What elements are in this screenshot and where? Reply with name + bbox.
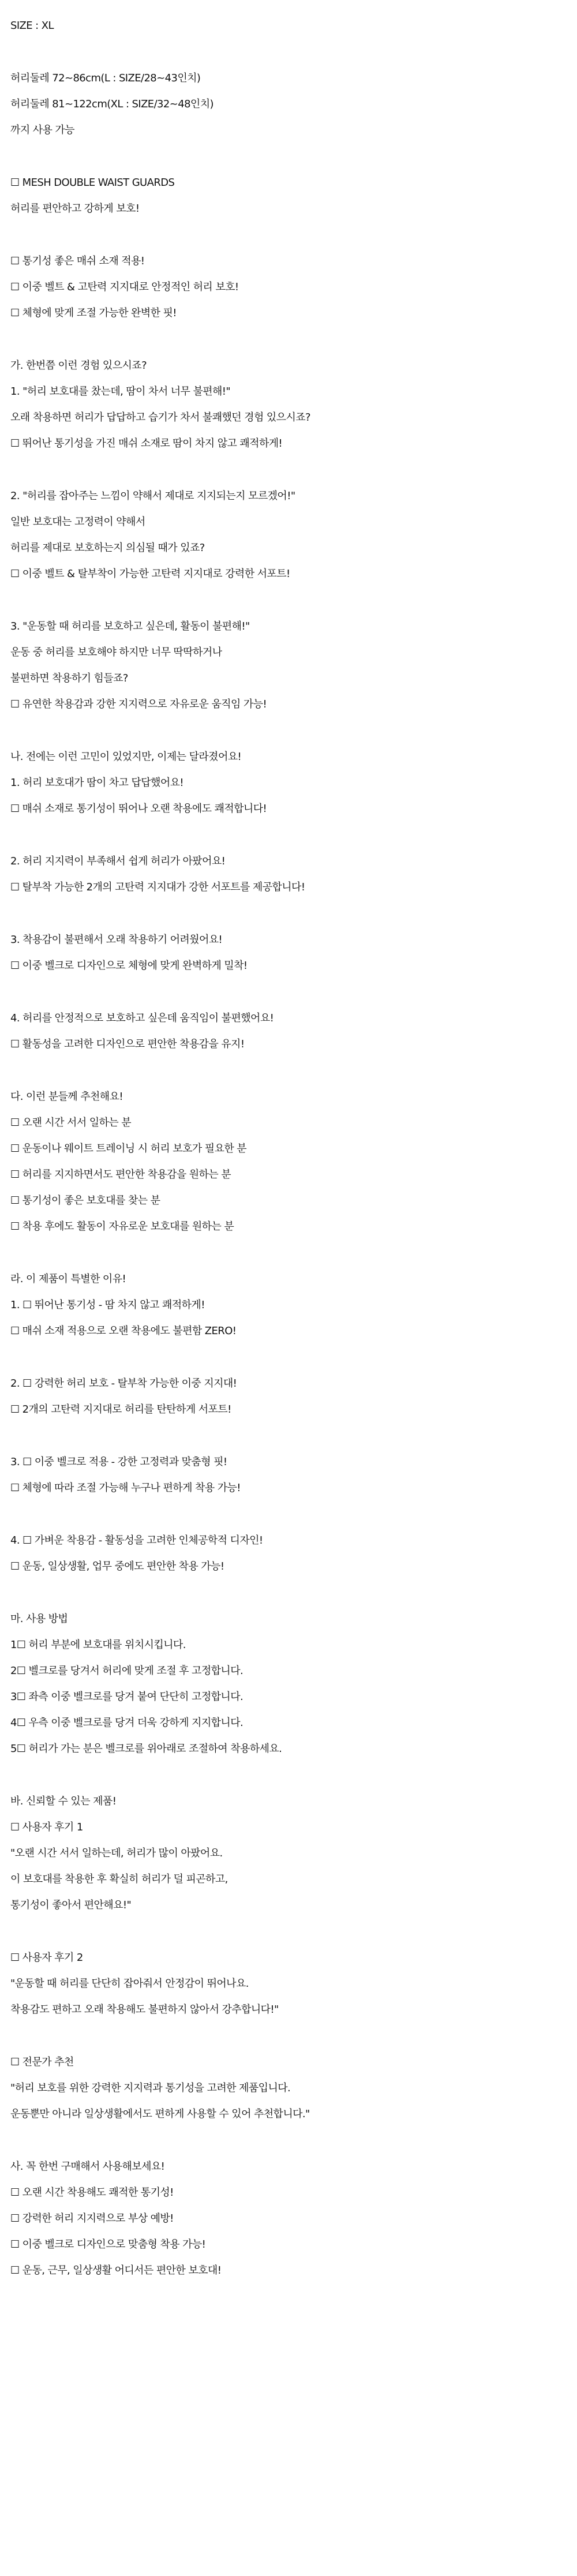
text-line: 통기성이 좋아서 편안해요!" — [10, 1899, 132, 1911]
blank-spacer — [10, 1501, 577, 1527]
blank-spacer — [10, 222, 577, 248]
text-line: 2. ☐ 강력한 허리 보호 - 탈부착 가능한 이중 지지대! — [10, 1377, 237, 1390]
text-line: 5☐ 허리가 가는 분은 벨크로를 위아래로 조절하여 착용하세요. — [10, 1743, 282, 1755]
text-line: ☐ 유연한 착용감과 강한 지지력으로 자유로운 움직임 가능! — [10, 698, 267, 710]
text-line: ☐ 통기성이 좋은 보호대를 찾는 분 — [10, 1195, 160, 1207]
text-line: 마. 사용 방법 — [10, 1613, 68, 1625]
text-line: ☐ 탈부착 가능한 2개의 고탄력 지지대가 강한 서포트를 제공합니다! — [10, 881, 305, 893]
text-line: 까지 사용 가능 — [10, 124, 74, 136]
text-line: 4☐ 우측 이중 벨크로를 당겨 더욱 강하게 지지합니다. — [10, 1717, 243, 1729]
text-line: 나. 전에는 이런 고민이 있었지만, 이제는 달라졌어요! — [10, 751, 242, 763]
text-line: 다. 이런 분들께 추천해요! — [10, 1091, 123, 1103]
text-line: ☐ 허리를 지지하면서도 편안한 착용감을 원하는 분 — [10, 1169, 231, 1181]
blank-spacer — [10, 1762, 577, 1788]
text-line: "오랜 시간 서서 일하는데, 허리가 많이 아팠어요. — [10, 1847, 223, 1859]
text-line: ☐ 운동이나 웨이트 트레이닝 시 허리 보호가 필요한 분 — [10, 1143, 247, 1155]
text-line: 1. ☐ 뛰어난 통기성 - 땀 차지 않고 쾌적하게! — [10, 1299, 205, 1311]
text-line: 이 보호대를 착용한 후 확실히 허리가 덜 피곤하고, — [10, 1873, 228, 1885]
text-line: ☐ MESH DOUBLE WAIST GUARDS — [10, 177, 175, 189]
text-line: ☐ 매쉬 소재 적용으로 오랜 착용에도 불편함 ZERO! — [10, 1325, 237, 1337]
text-line: ☐ 사용자 후기 1 — [10, 1821, 83, 1833]
text-line: 3☐ 좌측 이중 벨크로를 당겨 붙여 단단히 고정합니다. — [10, 1691, 243, 1703]
text-line: ☐ 운동, 일상생활, 업무 중에도 편안한 착용 가능! — [10, 1560, 224, 1572]
text-line: ☐ 이중 벨크로 디자인으로 맞춤형 착용 가능! — [10, 2238, 206, 2251]
blank-spacer — [10, 1579, 577, 1606]
text-line: ☐ 오랜 시간 착용해도 쾌적한 통기성! — [10, 2186, 174, 2199]
text-line: "운동할 때 허리를 단단히 잡아줘서 안정감이 뛰어나요. — [10, 1978, 249, 1990]
text-line: ☐ 착용 후에도 활동이 자유로운 보호대를 원하는 분 — [10, 1220, 234, 1233]
text-line: ☐ 2개의 고탄력 지지대로 허리를 탄탄하게 서포트! — [10, 1403, 231, 1416]
text-line: 3. "운동할 때 허리를 보호하고 싶은데, 활동이 불편해!" — [10, 620, 250, 632]
text-line: 3. 착용감이 불편해서 오래 착용하기 어려웠어요! — [10, 934, 223, 946]
text-line: 불편하면 착용하기 힘들죠? — [10, 672, 128, 684]
text-line: 바. 신뢰할 수 있는 제품! — [10, 1795, 117, 1807]
blank-spacer — [10, 717, 577, 744]
text-line: 가. 한번쯤 이런 경험 있으시죠? — [10, 360, 147, 372]
text-line: 허리둘레 81~122cm(XL : SIZE/32~48인치) — [10, 98, 213, 110]
blank-spacer — [10, 2023, 577, 2049]
blank-spacer — [10, 900, 577, 927]
text-line: 오래 착용하면 허리가 답답하고 습기가 차서 불쾌했던 경험 있으시죠? — [10, 411, 310, 424]
blank-spacer — [10, 1057, 577, 1084]
text-line: 허리둘레 72~86cm(L : SIZE/28~43인치) — [10, 72, 201, 84]
text-line: 1☐ 허리 부분에 보호대를 위치시킵니다. — [10, 1639, 186, 1651]
blank-spacer — [10, 39, 577, 65]
text-line: ☐ 활동성을 고려한 디자인으로 편안한 착용감을 유지! — [10, 1038, 245, 1050]
text-line: 허리를 편안하고 강하게 보호! — [10, 203, 140, 215]
text-line: ☐ 이중 벨트 & 고탄력 지지대로 안정적인 허리 보호! — [10, 281, 239, 293]
text-line: 허리를 제대로 보호하는지 의심될 때가 있죠? — [10, 542, 205, 554]
text-line: ☐ 매쉬 소재로 통기성이 뛰어나 오랜 착용에도 쾌적합니다! — [10, 803, 267, 815]
text-line: ☐ 운동, 근무, 일상생활 어디서든 편안한 보호대! — [10, 2264, 222, 2277]
text-line: ☐ 강력한 허리 지지력으로 부상 예방! — [10, 2212, 174, 2225]
text-line: ☐ 체형에 따라 조절 가능해 누구나 편하게 착용 가능! — [10, 1482, 241, 1494]
blank-spacer — [10, 1344, 577, 1371]
text-line: "허리 보호를 위한 강력한 지지력과 통기성을 고려한 제품입니다. — [10, 2082, 291, 2094]
text-line: 사. 꼭 한번 구매해서 사용해보세요! — [10, 2161, 165, 2173]
text-line: 일반 보호대는 고정력이 약해서 — [10, 516, 145, 528]
blank-spacer — [10, 979, 577, 1005]
text-line: ☐ 이중 벨트 & 탈부착이 가능한 고탄력 지지대로 강력한 서포트! — [10, 568, 290, 580]
text-line: 2. "허리를 잡아주는 느낌이 약해서 제대로 지지되는지 모르겠어!" — [10, 490, 295, 502]
blank-spacer — [10, 822, 577, 848]
text-line: 4. 허리를 안정적으로 보호하고 싶은데 움직임이 불편했어요! — [10, 1012, 274, 1024]
text-line: 2. 허리 지지력이 부족해서 쉽게 허리가 아팠어요! — [10, 855, 226, 867]
text-line: ☐ 오랜 시간 서서 일하는 분 — [10, 1117, 132, 1129]
blank-spacer — [10, 1918, 577, 1945]
blank-spacer — [10, 1240, 577, 1266]
text-line: 4. ☐ 가벼운 착용감 - 활동성을 고려한 인체공학적 디자인! — [10, 1534, 263, 1547]
blank-spacer — [10, 587, 577, 613]
text-line: 1. "허리 보호대를 찼는데, 땀이 차서 너무 불편해!" — [10, 385, 231, 398]
text-line: ☐ 뛰어난 통기성을 가진 매쉬 소재로 땀이 차지 않고 쾌적하게! — [10, 437, 283, 450]
blank-spacer — [10, 456, 577, 483]
text-line: 운동뿐만 아니라 일상생활에서도 편하게 사용할 수 있어 추천합니다." — [10, 2108, 310, 2120]
text-line: ☐ 전문가 추천 — [10, 2056, 74, 2068]
text-line: ☐ 사용자 후기 2 — [10, 1952, 83, 1964]
text-line: 1. 허리 보호대가 땀이 차고 답답했어요! — [10, 777, 184, 789]
text-line: 라. 이 제품이 특별한 이유! — [10, 1273, 126, 1285]
text-line: ☐ 이중 벨크로 디자인으로 체형에 맞게 완벽하게 밀착! — [10, 960, 248, 972]
text-line: ☐ 통기성 좋은 매쉬 소재 적용! — [10, 255, 145, 267]
text-line: 2☐ 벨크로를 당겨서 허리에 맞게 조절 후 고정합니다. — [10, 1665, 243, 1677]
blank-spacer — [10, 1422, 577, 1449]
text-line: 3. ☐ 이중 벨크로 적용 - 강한 고정력과 맞춤형 핏! — [10, 1456, 227, 1468]
text-line: ☐ 체형에 맞게 조절 가능한 완벽한 핏! — [10, 307, 177, 319]
text-line: SIZE : XL — [10, 20, 54, 32]
text-line: 착용감도 편하고 오래 착용해도 불편하지 않아서 강추합니다!" — [10, 2004, 279, 2016]
blank-spacer — [10, 326, 577, 353]
blank-spacer — [10, 2127, 577, 2154]
blank-spacer — [10, 143, 577, 170]
text-line: 운동 중 허리를 보호해야 하지만 너무 딱딱하거나 — [10, 646, 222, 658]
